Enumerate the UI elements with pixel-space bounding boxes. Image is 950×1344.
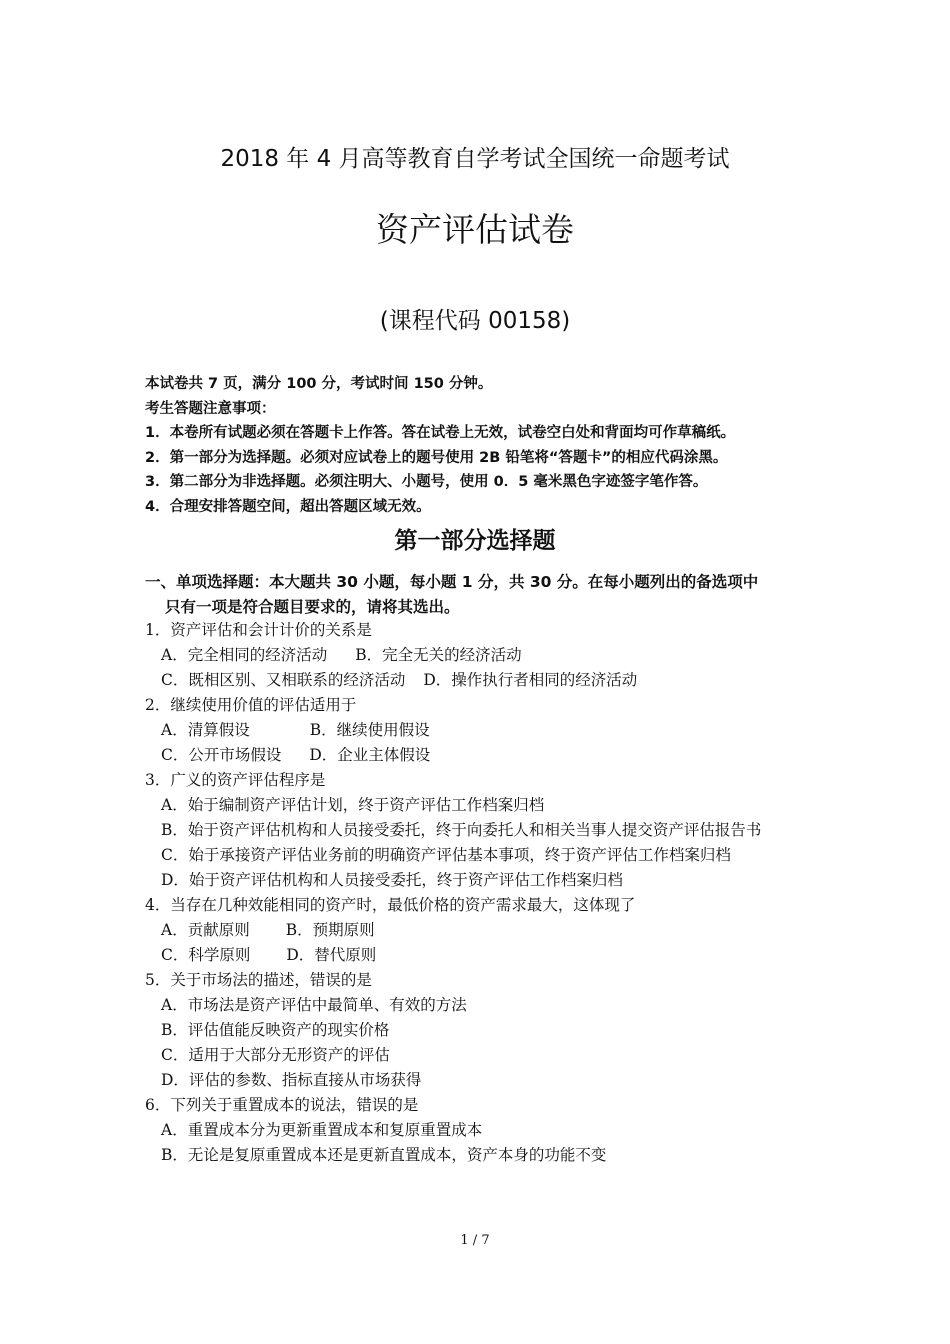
option: B．继续使用假设 — [309, 721, 430, 739]
option: D．评估的参数、指标直接从市场获得 — [161, 1071, 422, 1089]
note-line: 本试卷共 7 页，满分 100 分，考试时间 150 分钟。 — [145, 376, 493, 392]
option: C．适用于大部分无形资产的评估 — [161, 1046, 390, 1064]
option: D．始于资产评估机构和人员接受委托，终于资产评估工作档案归档 — [161, 871, 623, 889]
option: A．市场法是资产评估中最简单、有效的方法 — [161, 996, 467, 1014]
exam-title: 2018 年 4 月高等教育自学考试全国统一命题考试 — [220, 146, 730, 172]
question-stem: 2．继续使用价值的评估适用于 — [145, 696, 357, 714]
option-row — [145, 943, 825, 968]
option: B．评估值能反映资产的现实价格 — [161, 1021, 390, 1039]
option-row — [145, 918, 825, 943]
option: B．无论是复原重置成本还是更新直置成本，资产本身的功能不变 — [161, 1146, 607, 1164]
option-row — [145, 743, 825, 768]
section-heading — [145, 570, 825, 620]
page-number: 1 / 7 — [460, 1233, 490, 1248]
note-line: 2．第一部分为选择题。必须对应试卷上的题号使用 2B 铅笔将“答题卡”的相应代码涂黑。 — [145, 449, 728, 466]
question-stem: 5．关于市场法的描述，错误的是 — [145, 971, 372, 989]
question-stem: 1．资产评估和会计计价的关系是 — [145, 621, 372, 639]
option: C．科学原则 — [161, 946, 251, 964]
option: D．操作执行者相同的经济活动 — [423, 671, 638, 689]
question-list — [145, 618, 825, 1168]
option-row — [145, 718, 825, 743]
section-heading-line: 只有一项是符合题目要求的，请将其选出。 — [165, 598, 460, 616]
question-stem: 6．下列关于重置成本的说法，错误的是 — [145, 1096, 419, 1114]
option: A．完全相同的经济活动 — [161, 646, 328, 664]
option: A．贡献原则 — [161, 921, 250, 939]
option: C．始于承接资产评估业务前的明确资产评估基本事项，终于资产评估工作档案归档 — [161, 846, 731, 864]
option: D．企业主体假设 — [309, 746, 431, 764]
option: A．清算假设 — [161, 721, 250, 739]
part-title: 第一部分选择题 — [394, 528, 556, 554]
course-code: (课程代码 00158) — [379, 308, 571, 334]
note-line: 考生答题注意事项： — [145, 400, 276, 417]
question-stem: 3．广义的资产评估程序是 — [145, 771, 326, 789]
exam-notes — [145, 372, 825, 519]
note-line: 4．合理安排答题空间，超出答题区域无效。 — [145, 498, 431, 515]
option: C．既相区别、又相联系的经济活动 — [161, 671, 406, 689]
option: A．始于编制资产评估计划，终于资产评估工作档案归档 — [161, 796, 545, 814]
note-line: 1．本卷所有试题必须在答题卡上作答。答在试卷上无效，试卷空白处和背面均可作草稿纸。 — [145, 425, 736, 441]
option: A．重置成本分为更新重置成本和复原重置成本 — [161, 1121, 483, 1139]
option: C．公开市场假设 — [161, 746, 282, 764]
question-stem: 4．当存在几种效能相同的资产时，最低价格的资产需求最大，这体现了 — [145, 896, 636, 914]
option-row — [145, 668, 825, 693]
option: B．始于资产评估机构和人员接受委托，终于向委托人和相关当事人提交资产评估报告书 — [161, 821, 762, 839]
note-line: 3．第二部分为非选择题。必须注明大、小题号，使用 0．5 毫米黑色字迹签字笔作答。 — [145, 474, 708, 490]
option-row — [145, 643, 825, 668]
subject-title: 资产评估试卷 — [376, 210, 574, 249]
section-heading-line: 一、单项选择题：本大题共 30 小题，每小题 1 分，共 30 分。在每小题列出的备选项中 — [145, 573, 759, 591]
option: B．预期原则 — [285, 921, 375, 939]
option: B．完全无关的经济活动 — [355, 646, 522, 664]
option: D．替代原则 — [286, 946, 377, 964]
